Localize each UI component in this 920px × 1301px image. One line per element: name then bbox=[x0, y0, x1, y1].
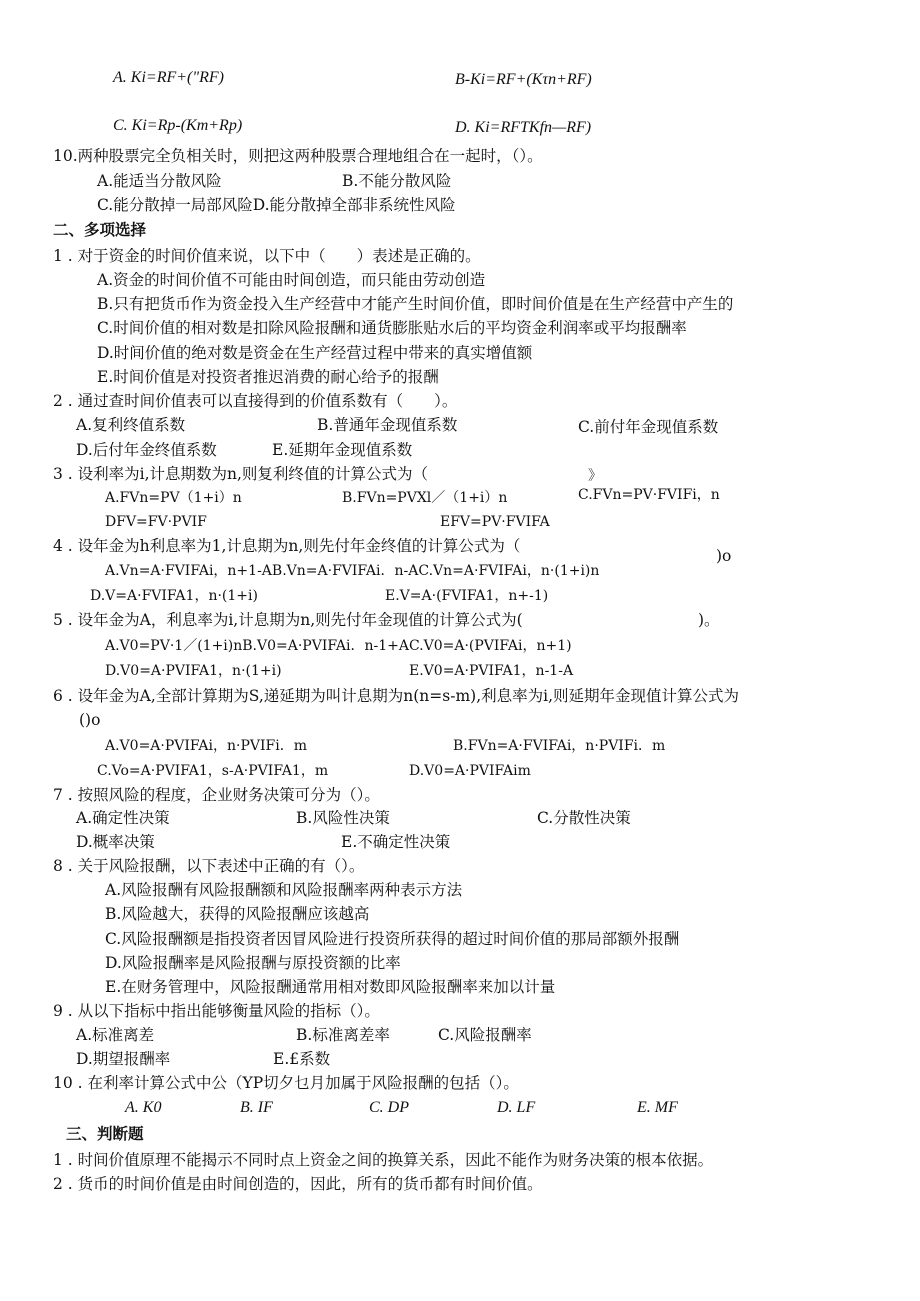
q10-option-a: A.能适当分散风险 bbox=[97, 172, 222, 190]
m2-option-b: B.普通年金现值系数 bbox=[317, 416, 458, 434]
m7-option-a: A.确定性决策 bbox=[76, 809, 170, 827]
m8-option-e: E.在财务管理中，风险报酬通常用相对数即风险报酬率来加以计量 bbox=[105, 978, 556, 996]
m5-option-d: D.V0=A·PVIFA1，n·(1+i) bbox=[105, 663, 282, 679]
m8-stem: 8 . 关于风险报酬，以下表述中正确的有（）。 bbox=[53, 857, 365, 875]
m6-stem-cont: ()o bbox=[79, 711, 101, 729]
m10-option-d: D. LF bbox=[497, 1099, 536, 1116]
m5-option-e: E.V0=A·PVIFA1，n-1-A bbox=[409, 663, 574, 679]
m1-option-b: B.只有把货币作为资金投入生产经营中才能产生时间价值，即时间价值是在生产经营中产生的 bbox=[97, 295, 734, 313]
q10-option-b: B.不能分散风险 bbox=[342, 172, 452, 190]
m8-option-d: D.风险报酬率是风险报酬与原投资额的比率 bbox=[105, 954, 401, 972]
q9-option-b: B-Ki=RF+(Kτn+RF) bbox=[455, 71, 592, 88]
m2-option-d: D.后付年金终值系数 bbox=[76, 441, 217, 459]
m2-stem: 2 . 通过查时间价值表可以直接得到的价值系数有（ ）。 bbox=[53, 392, 458, 410]
m1-option-e: E.时间价值是对投资者推迟消费的耐心给予的报酬 bbox=[97, 368, 439, 386]
m10-option-a: A. K0 bbox=[125, 1099, 162, 1116]
j1-statement: 1 . 时间价值原理不能揭示不同时点上资金之间的换算关系，因此不能作为财务决策的根本依据。 bbox=[53, 1151, 714, 1169]
m10-option-b: B. IF bbox=[240, 1099, 273, 1116]
q10-stem: 10.两种股票完全负相关时，则把这两种股票合理地组合在一起时，（）。 bbox=[53, 147, 543, 165]
j2-statement: 2 . 货币的时间价值是由时间创造的，因此，所有的货币都有时间价值。 bbox=[53, 1175, 543, 1193]
m8-option-c: C.风险报酬额是指投资者因冒风险进行投资所获得的超过时间价值的那局部额外报酬 bbox=[105, 930, 680, 948]
m3-option-c: C.FVn=PV·FVIFi，n bbox=[578, 487, 720, 503]
q9-option-a: A. Ki=RF+("RF) bbox=[113, 69, 224, 86]
m7-option-d: D.概率决策 bbox=[76, 833, 155, 851]
m1-option-d: D.时间价值的绝对数是资金在生产经营过程中带来的真实增值额 bbox=[97, 344, 533, 362]
m9-stem: 9 . 从以下指标中指出能够衡量风险的指标（）。 bbox=[53, 1002, 380, 1020]
m8-option-a: A.风险报酬有风险报酬额和风险报酬率两种表示方法 bbox=[105, 881, 463, 899]
m10-stem: 10 . 在利率计算公式中公（YP切夕乜月加属于风险报酬的包括（）。 bbox=[53, 1074, 519, 1092]
m4-stem-end: )o bbox=[716, 547, 732, 565]
m5-option-abc: A.V0=PV·1／(1+i)nB.V0=A·PVIFAi．n-1+AC.V0=A·(PVIFAi，n+1) bbox=[105, 638, 572, 654]
m1-option-a: A.资金的时间价值不可能由时间创造，而只能由劳动创造 bbox=[97, 271, 486, 289]
section-title-multiple-choice: 二、多项选择 bbox=[53, 221, 147, 239]
m6-option-d: D.V0=A·PVIFAim bbox=[409, 763, 531, 779]
m6-stem: 6 . 设年金为A,全部计算期为S,递延期为叫计息期为n(n=s-m),利息率为i,则延期年金现值计算公式为 bbox=[53, 687, 740, 705]
m3-stem: 3 . 设利率为i,计息期数为n,则复利终值的计算公式为（ bbox=[53, 465, 428, 483]
m2-option-e: E.延期年金现值系数 bbox=[272, 441, 413, 459]
m3-option-e: EFV=PV·FVIFA bbox=[440, 514, 550, 530]
m9-option-b: B.标准离差率 bbox=[296, 1026, 390, 1044]
m2-option-a: A.复利终值系数 bbox=[76, 416, 186, 434]
m6-option-c: C.Vo=A·PVIFA1，s-A·PVIFA1，m bbox=[97, 763, 329, 779]
m7-option-e: E.不确定性决策 bbox=[341, 833, 451, 851]
q9-option-d: D. Ki=RFTKfn—RF) bbox=[455, 119, 592, 136]
m9-option-d: D.期望报酬率 bbox=[76, 1050, 171, 1068]
q10-option-cd: C.能分散掉一局部风险D.能分散掉全部非系统性风险 bbox=[97, 196, 456, 214]
m7-option-b: B.风险性决策 bbox=[296, 809, 390, 827]
m5-stem: 5 . 设年金为A，利息率为i,计息期为n,则先付年金现值的计算公式为( bbox=[53, 611, 523, 629]
m7-stem: 7 . 按照风险的程度，企业财务决策可分为（）。 bbox=[53, 786, 380, 804]
m3-mark: 》 bbox=[588, 468, 602, 484]
m1-option-c: C.时间价值的相对数是扣除风险报酬和通货膨胀贴水后的平均资金利润率或平均报酬率 bbox=[97, 319, 687, 337]
m2-option-c: C.前付年金现值系数 bbox=[578, 418, 719, 436]
m10-option-c: C. DP bbox=[369, 1099, 409, 1116]
m4-option-d: D.V=A·FVIFA1，n·(1+i) bbox=[90, 588, 258, 604]
m4-stem: 4 . 设年金为h利息率为1,计息期为n,则先付年金终值的计算公式为（ bbox=[53, 537, 521, 555]
m9-option-a: A.标准离差 bbox=[76, 1026, 155, 1044]
m1-stem: 1 . 对于资金的时间价值来说，以下中（ ）表述是正确的。 bbox=[53, 247, 481, 265]
m4-option-abc: A.Vn=A·FVIFAi，n+1-AB.Vn=A·FVIFAi．n-AC.Vn=A·FVIFAi，n·(1+i)n bbox=[105, 563, 600, 579]
m9-option-e: E.£系数 bbox=[273, 1050, 331, 1068]
m6-option-b: B.FVn=A·FVIFAi，n·PVIFi．m bbox=[453, 738, 666, 754]
q9-option-c: C. Ki=Rp-(Km+Rp) bbox=[113, 117, 243, 134]
m6-option-a: A.V0=A·PVIFAi，n·PVIFi．m bbox=[105, 738, 308, 754]
m3-option-b: B.FVn=PVXl／（1+i）n bbox=[342, 490, 508, 506]
m9-option-c: C.风险报酬率 bbox=[438, 1026, 532, 1044]
m10-option-e: E. MF bbox=[637, 1099, 678, 1116]
m7-option-c: C.分散性决策 bbox=[537, 809, 631, 827]
m5-stem-end: )。 bbox=[698, 611, 720, 629]
m8-option-b: B.风险越大，获得的风险报酬应该越高 bbox=[105, 905, 370, 923]
m4-option-e: E.V=A·(FVIFA1，n+-1) bbox=[385, 588, 549, 604]
m3-option-d: DFV=FV·PVIF bbox=[105, 514, 207, 530]
section-title-true-false: 三、判断题 bbox=[66, 1125, 144, 1143]
m3-option-a: A.FVn=PV（1+i）n bbox=[105, 490, 242, 506]
